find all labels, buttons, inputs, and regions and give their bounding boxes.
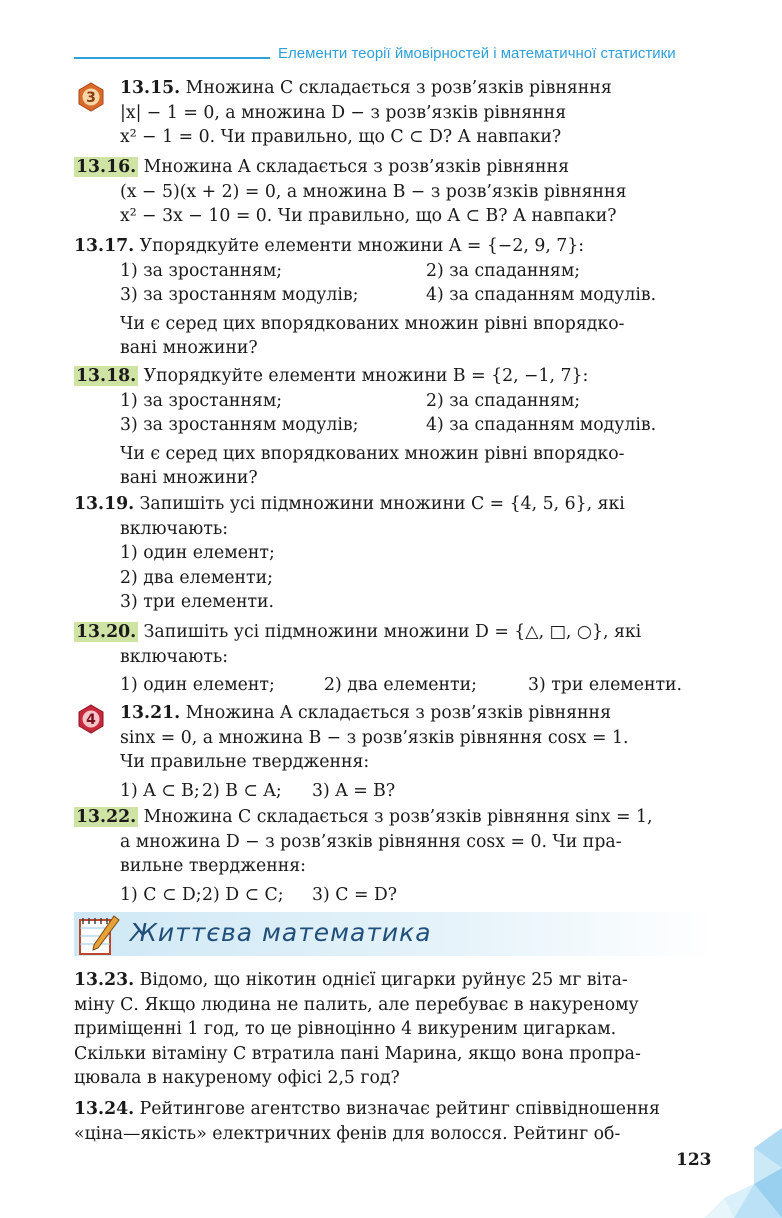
problem-text-line: x² − 3x − 10 = 0. Чи правильно, що A ⊂ B? А навпаки?: [120, 206, 617, 226]
page-number: 123: [676, 1150, 712, 1170]
problem-number: 13.16.: [76, 157, 137, 177]
option-item: 2) B ⊂ A;: [202, 780, 282, 801]
problem-text-line: Упорядкуйте елементи множини B = {2, −1, 7}:: [143, 366, 589, 386]
problem-13-15: [74, 76, 714, 150]
option-item: 4) за спаданням модулів.: [426, 415, 657, 435]
option-item: 3) A = B?: [312, 780, 396, 801]
problem-13-18: [74, 364, 714, 491]
option-item: 2) два елементи;: [324, 675, 477, 695]
problem-text-line: цювала в накуреному офісі 2,5 год?: [74, 1068, 400, 1088]
option-item: 3) три елементи.: [528, 675, 683, 695]
option-item: 3) три елементи.: [120, 592, 275, 612]
problem-number: 13.19.: [74, 494, 135, 514]
option-item: 1) один елемент;: [120, 543, 275, 563]
option-item: 3) C = D?: [312, 884, 398, 905]
option-item: 2) два елементи;: [120, 567, 273, 588]
problem-13-19: [74, 492, 714, 615]
problem-text-line: приміщенні 1 год, то це рівноцінно 4 викуреним цигаркам.: [74, 1019, 617, 1039]
corner-triangles-decoration: [694, 1128, 782, 1218]
problem-text-line: |x| − 1 = 0, а множина D − з розв’язків рівняння: [120, 102, 567, 123]
option-item: 1) C ⊂ D;: [120, 884, 202, 905]
problem-text-line: Множина C складається з розв’язків рівняння sinx = 1,: [143, 807, 653, 827]
option-item: 1) за зростанням;: [120, 390, 283, 411]
problem-text-line: Скільки вітаміну С втратила пані Марина, якщо вона пропра-: [74, 1043, 641, 1064]
problem-text-line: Множина C складається з розв’язків рівняння: [185, 78, 612, 98]
problem-number: 13.17.: [74, 236, 135, 256]
option-item: 3) за зростанням модулів;: [120, 415, 359, 435]
option-item: 2) за спаданням;: [426, 390, 581, 411]
problem-number: 13.20.: [76, 622, 137, 642]
problem-text-line: включають:: [120, 518, 229, 539]
option-item: 2) D ⊂ C;: [202, 884, 284, 905]
problem-13-16: [74, 155, 714, 229]
problem-text-line: Відомо, що нікотин однієї цигарки руйнує 25 мг віта-: [139, 970, 628, 990]
problem-text-line: sinx = 0, а множина B − з розв’язків рівняння cosx = 1.: [120, 727, 629, 748]
level-4-label: 4: [86, 712, 96, 728]
problem-text-line: Множина A складається з розв’язків рівняння: [185, 703, 611, 723]
problem-13-23: [74, 968, 714, 1091]
chapter-title: Елементи теорії ймовірностей і математичної статистики: [278, 45, 676, 62]
problem-number: 13.21.: [120, 703, 181, 723]
problem-number: 13.23.: [74, 970, 135, 990]
problem-text-line: (x − 5)(x + 2) = 0, а множина B − з розв’язків рівняння: [120, 181, 627, 202]
header-rule: [74, 57, 270, 59]
problem-text-line: Множина A складається з розв’язків рівняння: [143, 157, 569, 177]
option-item: 4) за спаданням модулів.: [426, 285, 657, 305]
option-item: 1) за зростанням;: [120, 260, 283, 281]
problem-text-line: вані множини?: [120, 468, 258, 488]
problem-text-line: вані множини?: [120, 338, 258, 358]
problem-number: 13.18.: [76, 366, 137, 386]
problem-text-line: включають:: [120, 646, 229, 667]
problem-13-24: [74, 1097, 714, 1146]
problem-text-line: а множина D − з розв’язків рівняння cosx = 0. Чи пра-: [120, 831, 622, 852]
problem-number: 13.24.: [74, 1099, 135, 1119]
problem-text-line: Запишіть усі підмножини множини C = {4, 5, 6}, які: [139, 494, 625, 514]
option-item: 1) A ⊂ B;: [120, 780, 200, 801]
problem-number: 13.15.: [120, 78, 181, 98]
notebook-pencil-icon: [76, 914, 122, 958]
problem-text-line: міну С. Якщо людина не палить, але перебуває в накуреному: [74, 994, 639, 1015]
problem-text-line: Чи є серед цих впорядкованих множин рівні впорядко-: [120, 443, 625, 464]
problem-text-line: Чи правильне твердження:: [120, 752, 370, 772]
problem-number: 13.22.: [76, 807, 137, 827]
problem-13-22: [74, 805, 714, 907]
problem-text-line: x² − 1 = 0. Чи правильно, що C ⊂ D? А навпаки?: [120, 127, 562, 147]
problem-13-17: [74, 234, 714, 361]
life-math-title: Життєва математика: [130, 918, 432, 947]
problem-text-line: «ціна—якість» електричних фенів для волосся. Рейтинг об-: [74, 1123, 621, 1144]
problem-13-20: [74, 620, 714, 698]
problem-text-line: Упорядкуйте елементи множини A = {−2, 9, 7}:: [139, 236, 585, 256]
problem-13-21: [74, 701, 714, 803]
problem-text-line: Запишіть усі підмножини множини D = {△, □, ○}, які: [143, 622, 642, 642]
option-item: 3) за зростанням модулів;: [120, 285, 359, 305]
option-item: 2) за спаданням;: [426, 260, 581, 281]
problem-text-line: Чи є серед цих впорядкованих множин рівні впорядко-: [120, 313, 625, 334]
problem-text-line: вильне твердження:: [120, 856, 306, 876]
problem-text-line: Рейтингове агентство визначає рейтинг співвідношення: [139, 1099, 660, 1119]
option-item: 1) один елемент;: [120, 675, 275, 695]
level-3-label: 3: [86, 90, 96, 106]
